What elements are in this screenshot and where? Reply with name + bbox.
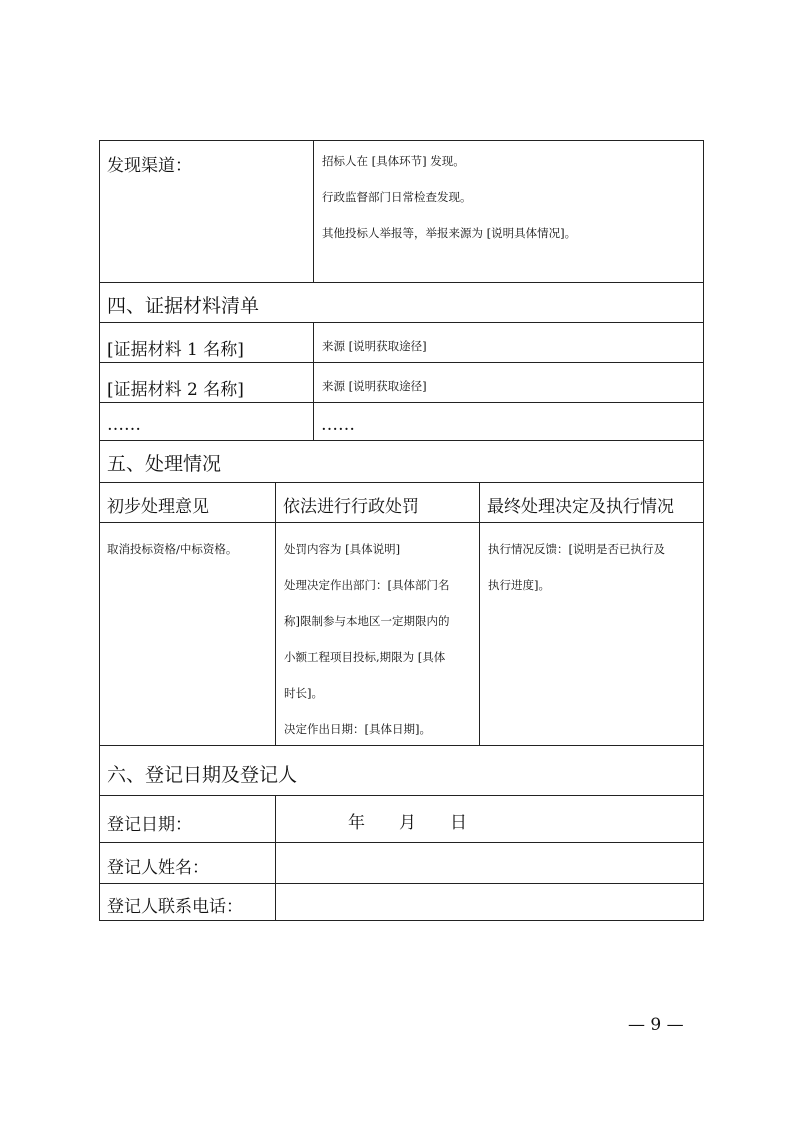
handling-header: 初步处理意见 xyxy=(99,482,276,523)
evidence-title: 四、证据材料清单 xyxy=(99,282,704,323)
phone-label: 登记人联系电话： xyxy=(99,883,276,921)
discovery-line: 行政监督部门日常检查发现。 xyxy=(322,190,472,204)
date-value[interactable]: 年 月 日 xyxy=(275,795,704,843)
date-label: 登记日期： xyxy=(99,795,276,843)
name-label: 登记人姓名： xyxy=(99,842,276,884)
handling-final xyxy=(479,522,704,746)
handling-title: 五、处理情况 xyxy=(99,440,704,483)
evidence-name: …… xyxy=(99,402,314,441)
discovery-line: 其他投标人举报等，举报来源为 [说明具体情况]。 xyxy=(322,226,577,240)
text-line: 时长]。 xyxy=(284,686,323,700)
evidence-source: 来源 [说明获取途径] xyxy=(313,362,704,403)
text-line: 执行情况反馈：[说明是否已执行及 xyxy=(488,542,665,556)
page-number: — 9 — xyxy=(628,1015,684,1035)
text-line: 处罚内容为 [具体说明] xyxy=(284,542,401,556)
handling-initial xyxy=(99,522,276,746)
text-line: 处理决定作出部门：[具体部门名 xyxy=(284,578,450,592)
phone-field[interactable] xyxy=(275,883,704,921)
discovery-content xyxy=(313,140,704,283)
evidence-source: 来源 [说明获取途径] xyxy=(313,322,704,363)
text-line: 取消投标资格/中标资格。 xyxy=(107,542,238,556)
evidence-source: …… xyxy=(313,402,704,441)
text-line: 称]限制参与本地区一定期限内的 xyxy=(284,614,450,628)
name-field[interactable] xyxy=(275,842,704,884)
text-line: 决定作出日期：[具体日期]。 xyxy=(284,722,431,736)
discovery-label: 发现渠道： xyxy=(99,140,314,283)
evidence-name: [证据材料 2 名称] xyxy=(99,362,314,403)
registration-title: 六、登记日期及登记人 xyxy=(99,745,704,796)
discovery-line: 招标人在 [具体环节] 发现。 xyxy=(322,154,465,168)
text-line: 小额工程项目投标,期限为 [具体 xyxy=(284,650,446,664)
handling-header: 最终处理决定及执行情况 xyxy=(479,482,704,523)
evidence-name: [证据材料 1 名称] xyxy=(99,322,314,363)
handling-header: 依法进行行政处罚 xyxy=(275,482,480,523)
handling-penalty xyxy=(275,522,480,746)
text-line: 执行进度]。 xyxy=(488,578,550,592)
